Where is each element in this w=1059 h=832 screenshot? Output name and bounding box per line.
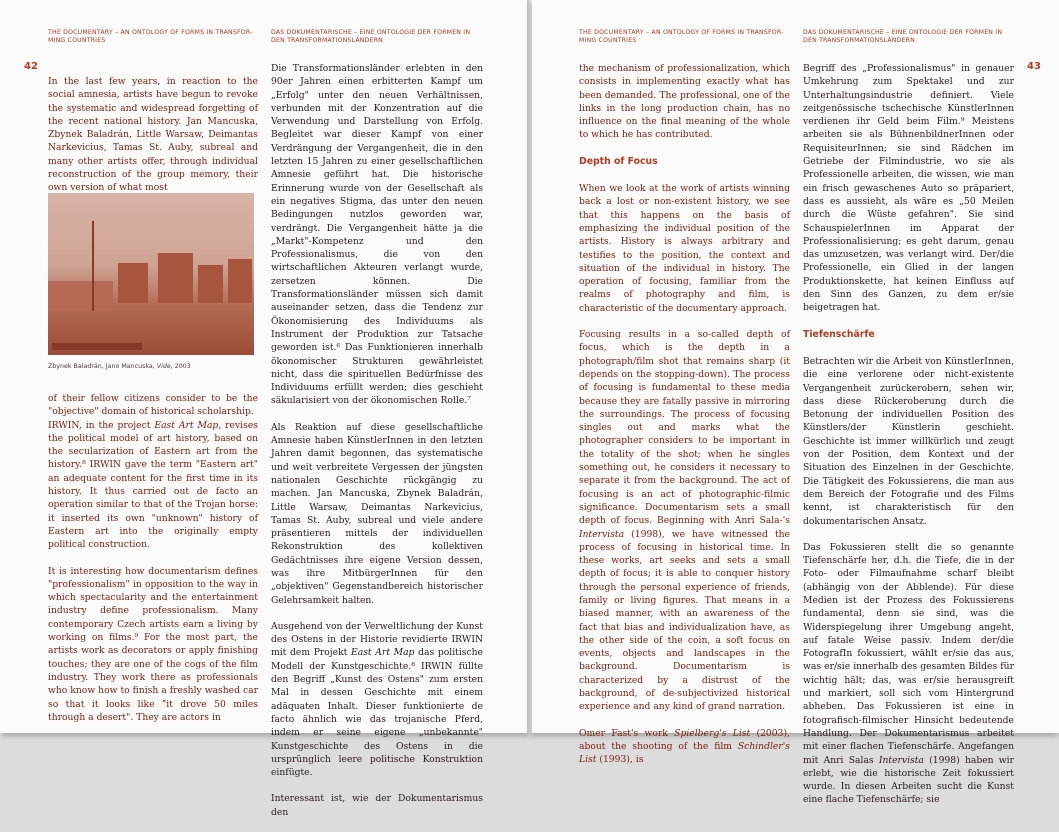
paragraph: the mechanism of professionalization, which consists in implementing exactly what has been demanded. The professional, one of the links in the long production chain, has no influence on the final meaning of the whole to which he has contributed. [579, 63, 790, 141]
left-page [0, 0, 527, 818]
running-header-en: THE DOCUMENTARY – AN ONTOLOGY OF FORMS IN TRANSFOR-MING COUNTRIES [579, 29, 784, 44]
section-heading: Depth of Focus [579, 155, 658, 167]
paragraph: Ausgehend von der Verweltlichung der Kunst des Ostens in der Historie revidierte IRWIN mit dem Projekt East Art Map das politische Modell der Kunstgeschichte.⁸ IRWIN füllte den Begriff „Kunst des Ostens" zum ersten Mal in dessen Geschichte mit einem adäquaten Inhalt. Dieser funktionierte de facto ähnlich wie das trojanische Pferd, indem er seine eigene „unbekannte" Kunstgeschichte des Ostens in die ursprünglich leere politische Konstruktion einfügte. [271, 620, 483, 779]
paragraph: Begriff des „Professionalismus" in genauer Umkehrung zum Spektakel und zur Unterhaltungsindustrie definiert. Viele zeitgenössische tschechische KünstlerInnen verdienen ihr Geld beim Film.⁹ Meistens arbeiten sie als BühnenbildnerInnen oder RequisiteurInnen; sie sind Rädchen im Getriebe der Filmindustrie, wo sie als Professionelle arbeiten, die wissen, wie man ein frisch gewaschenes Auto so präpariert, dass es aussieht, als wäre es „50 Meilen durch die Wüste gefahren". Sie sind SchauspielerInnen im Apparat der Professionalisierung; es geht darum, genau das umzusetzen, was verlangt wird. Der/die Professionelle, ein Glied in der langen Produktionskette, hat keinen Einfluss auf den Sinn des Ganzen, zu dem er/sie beigetragen hat. [803, 63, 1014, 314]
paragraph: Das Fokussieren stellt die so genannte Tiefenschärfe her, d.h. die Tiefe, die in der Foto- oder Filmaufnahme scharf bleibt (abhängig von der Abblende). Für diese Medien ist der Prozess des Fokussierens fundamental, denn sie sind, was die Widerspiegelung ihrer Umgebung angeht, auf fatale Weise passiv. Indem der/die FotografIn fokussiert, wählt er/sie das aus, was er/sie innerhalb des gesamten Bildes für wichtig hält; das, was er/sie herausgreift und markiert, soll sich vom Hintergrund abheben. Das Fokussieren ist eine in fotografisch-filmischer Hinsicht bedeutende Handlung. Der Dokumentarismus arbeitet mit einer flachen Tiefenschärfe. Angefangen mit Anri Salas Intervista (1998) haben wir erlebt, wie die historische Zeit fokussiert wurde. In diesen Arbeiten sucht die Kunst eine flache Tiefenschärfe; sie [803, 541, 1014, 806]
page-number: 42 [24, 61, 38, 72]
photo-city-skyline [48, 193, 254, 355]
paragraph: of their fellow citizens consider to be the "objective" domain of historical scholarship. [48, 393, 258, 418]
page-number: 43 [1027, 61, 1041, 72]
running-header-de: DAS DOKUMENTARISCHE – EINE ONTOLOGIE DER FORMEN IN DEN TRANSFORMATIONSLÄNDERN [271, 29, 471, 44]
photo-caption: Zbynek Baladrán, Jano Mancuska, Vide, 2003 [48, 363, 191, 370]
paragraph: In the last few years, in reaction to the social amnesia, artists have begun to revoke the systematic and widespread forgetting of the recent national history. Jan Mancuska, Zbynek Baladrán, Little Warsaw, Deimantas Narkevicius, Tamas St. Auby, subreal and many other artists offer, through individual reconstruction of the group memory, their own version of what most [48, 76, 258, 194]
section-heading: Tiefenschärfe [803, 328, 875, 340]
paragraph: Focusing results in a so-called depth of focus, which is the depth in a photograph/film shot that remains sharp (it depends on the stopping-down). The process of focusing is fundamental to these media because they are fatally passive in mirroring the surroundings. The process of focusing singles out and marks what the photographer considers to be important in the totality of the shot; when he singles something out, he considers it necessary to separate it from the background. The act of focusing is an act of photographic-filmic significance. Documentarism sets a small depth of focus. Beginning with Anri Sala-'s Intervista (1998), we have witnessed the process of focusing in historical time. In these works, art seeks and sets a small depth of focus; it is able to conquer history through the personal experience of friends, family or living figures. That means in a biased manner, with an awareness of the fact that bias and individualization have, as the other side of the coin, a soft focus on events, objects and landscapes in the background. Documentarism is characterized by a distrust of the background, of de-subjectivized historical experience and any kind of grand narration. [579, 329, 790, 713]
paragraph: It is interesting how documentarism defines "professionalism" in opposition to the way in which spectacularity and the entertainment industry define professionalism. Many contemporary Czech artists earn a living by working on films.⁹ For the most part, the artists work as decorators or apply finishing touches; they are one of the cogs of the film industry. They work there as professionals who know how to finish a freshly washed car so that it looks like "it drove 50 miles through a desert". They are actors in [48, 565, 258, 723]
text-column-en [579, 62, 790, 780]
text-column-en [48, 75, 258, 208]
paragraph: Omer Fast's work Spielberg's List (2003), about the shooting of the film Schindler's List (1993), is [579, 727, 790, 766]
right-page [532, 0, 1059, 806]
running-header-de: DAS DOKUMENTARISCHE – EINE ONTOLOGIE DER FORMEN IN DEN TRANSFORMATIONSLÄNDERN [803, 29, 1003, 44]
paragraph: IRWIN, in the project East Art Map, revises the political model of art history, based on the secularization of Eastern art from the history.⁸ IRWIN gave the term "Eastern art" an adequate content for the first time in its history. It thus carried out de facto an operation similar to that of the Trojan horse: it inserted its own "unknown" history of Eastern art into the originally empty political construction. [48, 419, 258, 551]
text-column-de [803, 62, 1014, 820]
running-header-en: THE DOCUMENTARY – AN ONTOLOGY OF FORMS IN TRANSFOR-MING COUNTRIES [48, 29, 253, 44]
paragraph: Die Transformationsländer erlebten in den 90er Jahren einen erbitterten Kampf um „Erfolg" unter den neuen Verhältnissen, verbunden mit der Konzentration auf die Verwendung und Darstellung von Erfolg. Begleitet war dieser Kampf von einer Verdrängung der Vergangenheit, die in den letzten 15 Jahren zu einer gesellschaftlichen Amnesie geführt hat. Die historische Erinnerung wurde von der Gesellschaft als ein negatives Stigma, das unter den neuen Bedingungen nutzlos geworden war, verdrängt. Die Vergangenheit hätte ja die „Markt"-Kompetenz und den Professionalismus, die von den wirtschaftlichen Akteuren verlangt wurde, zersetzen können. Die Transformationsländer müssen sich damit auseinander setzen, dass die Tendenz zur Ökonomisierung des Individuums als Instrument der Produktion zur Tatsache geworden ist.⁶ Das Funktionieren innerhalb ökonomischer Strukturen gewährleistet nicht, dass die spirituellen Bedürfnisse des Individuums erfüllt werden; dies geschieht säkularisiert von der ökonomischen Rolle.⁷ [271, 63, 483, 407]
paragraph: When we look at the work of artists winning back a lost or non-existent history, we see that this happens on the basis of emphasizing the individual position of the artists. History is always arbitrary and testifies to the position, the context and situation of the individual in history. The operation of focusing, familiar from the realms of photography and film, is characteristic of the documentary approach. [579, 183, 790, 314]
paragraph: Betrachten wir die Arbeit von KünstlerInnen, die eine verlorene oder nicht-existente Vergangenheit zurückerobern, sehen wir, dass diese Rückeroberung durch die Betonung der individuellen Position des Künstlers/der Künstlerin geschieht. Geschichte ist immer willkürlich und zeugt von der Position, dem Kontext und der Situation des Einzelnen in der Geschichte. Die Tätigkeit des Fokussierens, die man aus dem Bereich der Fotografie und des Films kennt, ist charakteristisch für den dokumentarischen Ansatz. [803, 355, 1014, 527]
text-column-en-continued [48, 392, 258, 737]
paragraph: Interessant ist, wie der Dokumentarismus den [271, 793, 483, 818]
paragraph: Als Reaktion auf diese gesellschaftliche Amnesie haben KünstlerInnen in den letzten Jahren damit begonnen, das systematische und weit verbreitete Vergessen der jüngsten nationalen Geschichte rückgängig zu machen. Jan Mancuska, Zbynek Baladrán, Little Warsaw, Deimantas Narkevicius, Tamas St. Auby, subreal und viele andere präsentieren mittels der individuellen Rekonstruktion des kollektiven Gedächtnisses ihre eigene Version dessen, was ihre MitbürgerInnen für den „objektiven" Gegenstandbereich historischer Gelehrsamkeit halten. [271, 421, 483, 606]
text-column-de [271, 62, 483, 832]
